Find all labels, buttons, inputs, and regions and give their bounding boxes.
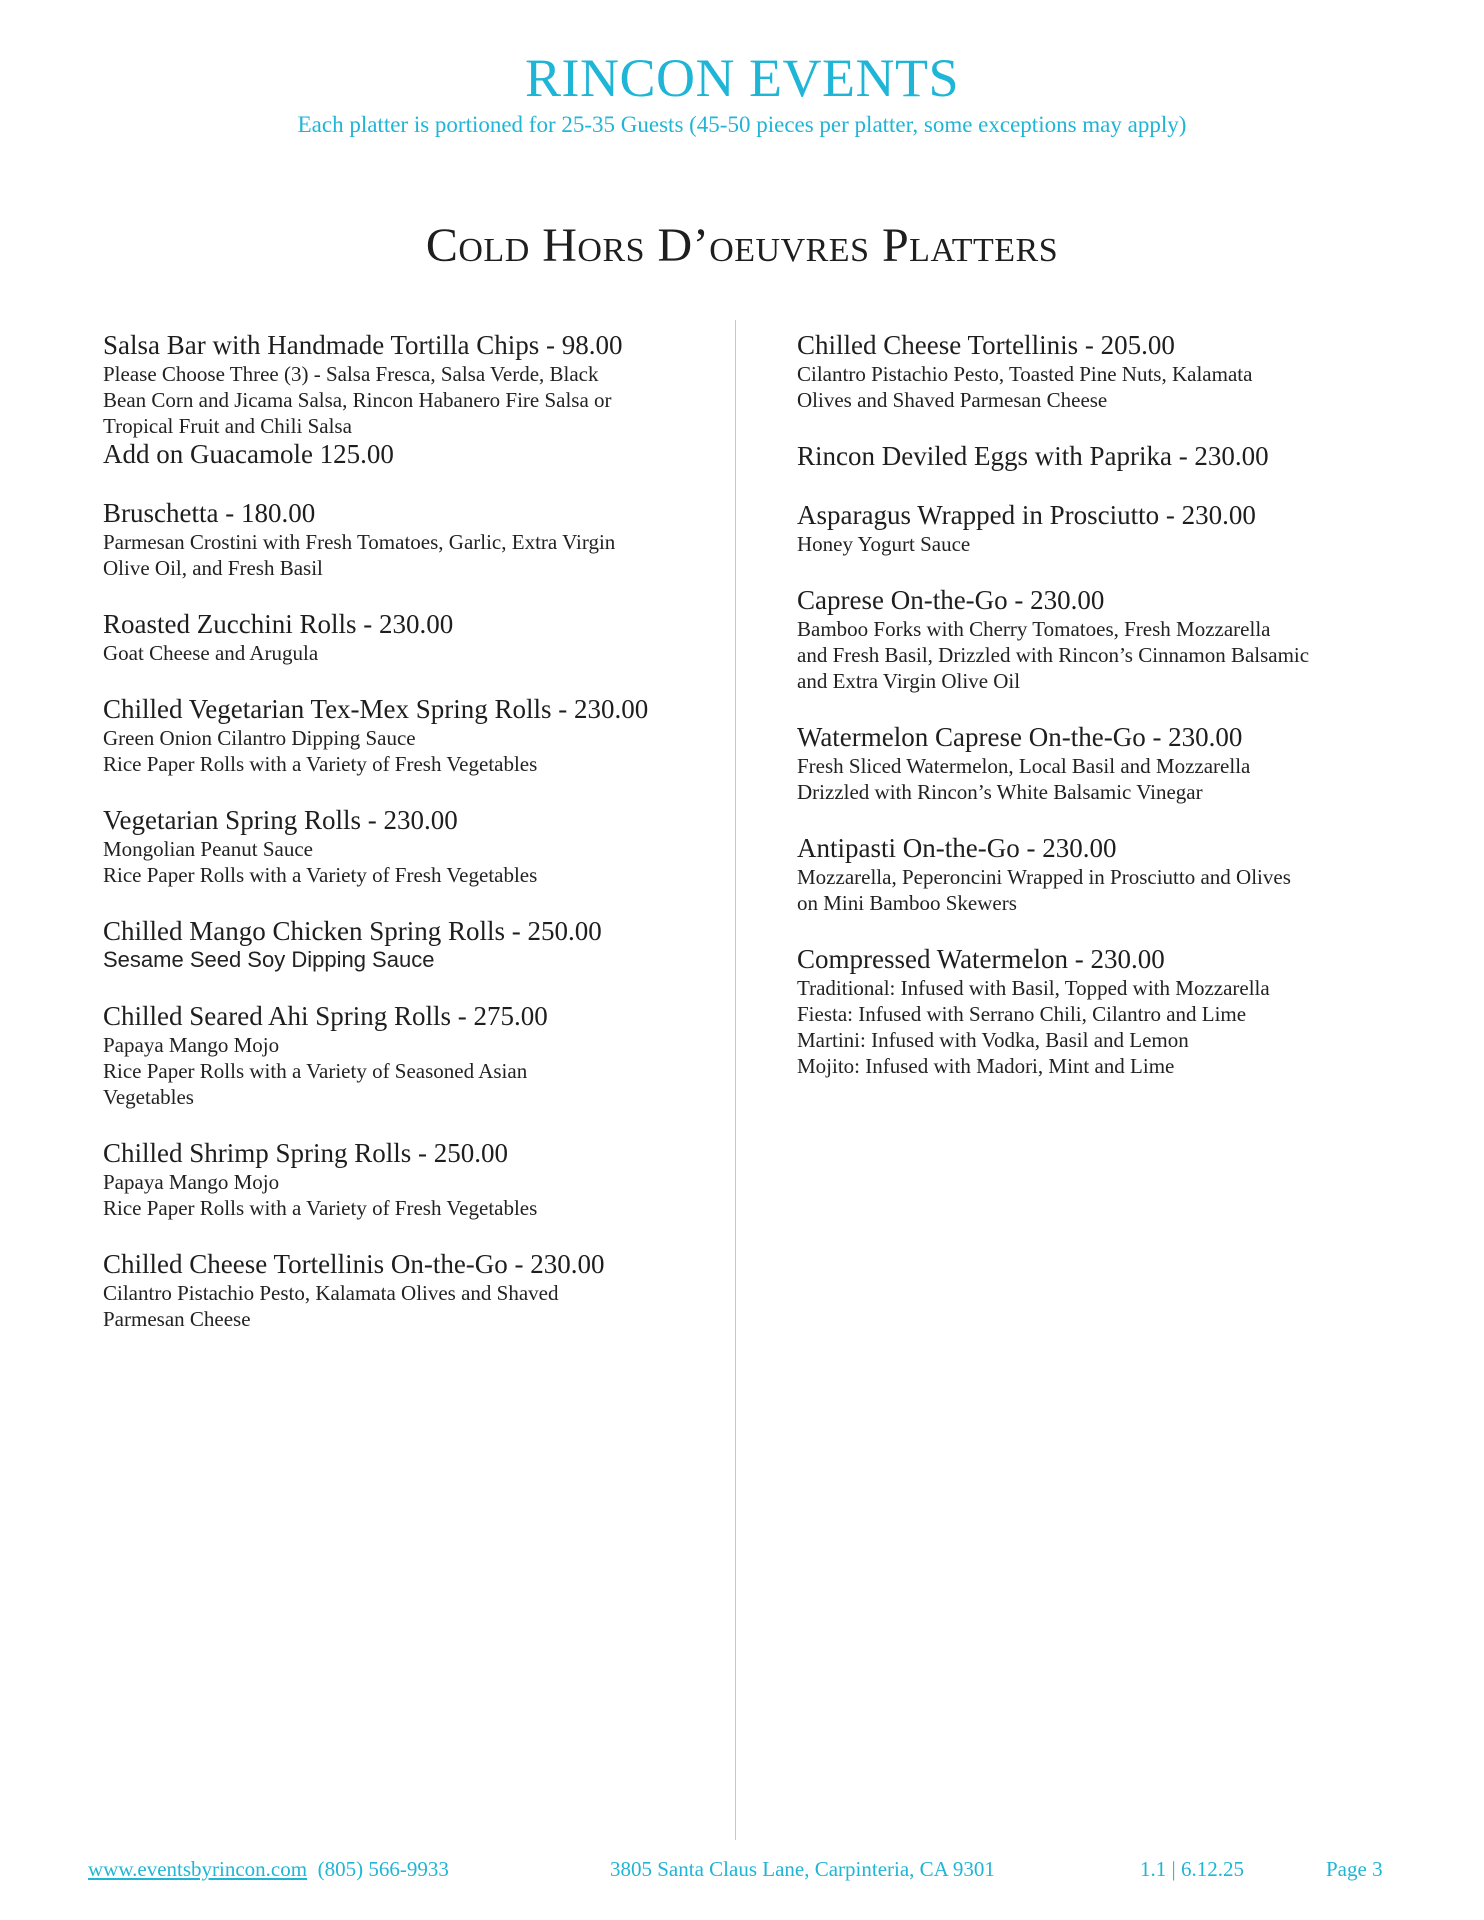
item-title: Chilled Shrimp Spring Rolls - 250.00 [103,1138,509,1168]
item-addon: Add on Guacamole 125.00 [103,439,394,469]
item-desc-line: Bean Corn and Jicama Salsa, Rincon Habanero Fire Salsa or [103,388,612,412]
item-desc-line: and Fresh Basil, Drizzled with Rincon’s Cinnamon Balsamic [797,643,1310,667]
menu-item-mango-chicken-spring-rolls [103,916,713,973]
item-desc-line: Olives and Shaved Parmesan Cheese [797,388,1108,412]
item-title: Rincon Deviled Eggs with Paprika - 230.00 [797,441,1269,471]
brand-title: RINCON EVENTS [525,48,959,108]
item-title: Bruschetta - 180.00 [103,498,316,528]
item-title: Chilled Cheese Tortellinis On-the-Go - 230.00 [103,1249,605,1279]
item-desc-line: Sesame Seed Soy Dipping Sauce [103,947,435,972]
menu-item-vegetarian-spring-rolls [103,805,713,888]
phone-number: (805) 566-9933 [317,1857,449,1881]
item-desc-line: Green Onion Cilantro Dipping Sauce [103,726,416,750]
footer-version: 1.1 | 6.12.25 [1140,1857,1244,1881]
item-desc-line: Traditional: Infused with Basil, Topped with Mozzarella [797,976,1270,1000]
item-desc-line: Bamboo Forks with Cherry Tomatoes, Fresh Mozzarella [797,617,1271,641]
menu-item-zucchini-rolls [103,609,713,666]
item-desc-line: Rice Paper Rolls with a Variety of Fresh Vegetables [103,752,538,776]
item-title: Chilled Vegetarian Tex-Mex Spring Rolls - 230.00 [103,694,649,724]
menu-item-caprese-on-the-go [797,585,1397,694]
item-desc-line: Rice Paper Rolls with a Variety of Fresh Vegetables [103,1196,538,1220]
item-title: Chilled Mango Chicken Spring Rolls - 250.00 [103,916,602,946]
item-title: Vegetarian Spring Rolls - 230.00 [103,805,458,835]
menu-item-cheese-tortellinis [797,330,1397,413]
item-desc-line: Please Choose Three (3) - Salsa Fresca, Salsa Verde, Black [103,362,599,386]
item-title: Asparagus Wrapped in Prosciutto - 230.00 [797,500,1256,530]
item-desc-line: Mojito: Infused with Madori, Mint and Lime [797,1054,1175,1078]
item-desc-line: Parmesan Cheese [103,1307,251,1331]
menu-column-left [103,330,713,1360]
portion-tagline: Each platter is portioned for 25-35 Guests (45-50 pieces per platter, some exceptions may apply) [297,112,1187,137]
item-desc-line: and Extra Virgin Olive Oil [797,669,1021,693]
item-title: Caprese On-the-Go - 230.00 [797,585,1105,615]
item-desc-line: Rice Paper Rolls with a Variety of Fresh Vegetables [103,863,538,887]
item-title: Salsa Bar with Handmade Tortilla Chips - 98.00 [103,330,623,360]
section-title: Cold Hors D’oeuvres Platters [425,219,1059,272]
menu-item-tex-mex-spring-rolls [103,694,713,777]
item-title: Chilled Seared Ahi Spring Rolls - 275.00 [103,1001,548,1031]
item-desc-line: Drizzled with Rincon’s White Balsamic Vinegar [797,780,1203,804]
menu-item-bruschetta [103,498,713,581]
item-desc-line: Olive Oil, and Fresh Basil [103,556,323,580]
item-desc-line: Goat Cheese and Arugula [103,641,319,665]
item-desc-line: Cilantro Pistachio Pesto, Kalamata Olives and Shaved [103,1281,559,1305]
menu-item-ahi-spring-rolls [103,1001,713,1110]
page-header [0,48,1484,140]
item-title: Antipasti On-the-Go - 230.00 [797,833,1117,863]
item-desc-line: Tropical Fruit and Chili Salsa [103,414,352,438]
footer-address: 3805 Santa Claus Lane, Carpinteria, CA 9301 [610,1857,995,1881]
column-divider [735,320,736,1840]
menu-item-shrimp-spring-rolls [103,1138,713,1221]
item-desc-line: on Mini Bamboo Skewers [797,891,1017,915]
menu-item-watermelon-caprese [797,722,1397,805]
item-desc-line: Papaya Mango Mojo [103,1170,280,1194]
item-title: Compressed Watermelon - 230.00 [797,944,1165,974]
item-desc-line: Papaya Mango Mojo [103,1033,280,1057]
item-desc-line: Mongolian Peanut Sauce [103,837,313,861]
item-desc-line: Vegetables [103,1085,194,1109]
item-desc-line: Mozzarella, Peperoncini Wrapped in Prosciutto and Olives [797,865,1291,889]
item-desc-line: Cilantro Pistachio Pesto, Toasted Pine Nuts, Kalamata [797,362,1253,386]
website-link[interactable]: www.eventsbyrincon.com [88,1857,308,1881]
footer-page-number: Page 3 [1326,1857,1383,1881]
item-desc-line: Fiesta: Infused with Serrano Chili, Cilantro and Lime [797,1002,1247,1026]
menu-item-deviled-eggs [797,441,1397,472]
menu-column-right [797,330,1397,1107]
item-desc-line: Honey Yogurt Sauce [797,532,971,556]
item-title: Roasted Zucchini Rolls - 230.00 [103,609,454,639]
menu-item-compressed-watermelon [797,944,1397,1079]
menu-item-tortellinis-on-the-go [103,1249,713,1332]
item-desc-line: Fresh Sliced Watermelon, Local Basil and Mozzarella [797,754,1251,778]
item-title: Chilled Cheese Tortellinis - 205.00 [797,330,1175,360]
item-title: Watermelon Caprese On-the-Go - 230.00 [797,722,1243,752]
item-desc-line: Parmesan Crostini with Fresh Tomatoes, Garlic, Extra Virgin [103,530,616,554]
menu-item-antipasti-on-the-go [797,833,1397,916]
footer-contact [88,1856,449,1882]
menu-item-asparagus-prosciutto [797,500,1397,557]
item-desc-line: Martini: Infused with Vodka, Basil and Lemon [797,1028,1189,1052]
item-desc-line: Rice Paper Rolls with a Variety of Seasoned Asian [103,1059,528,1083]
menu-item-salsa-bar [103,330,713,470]
